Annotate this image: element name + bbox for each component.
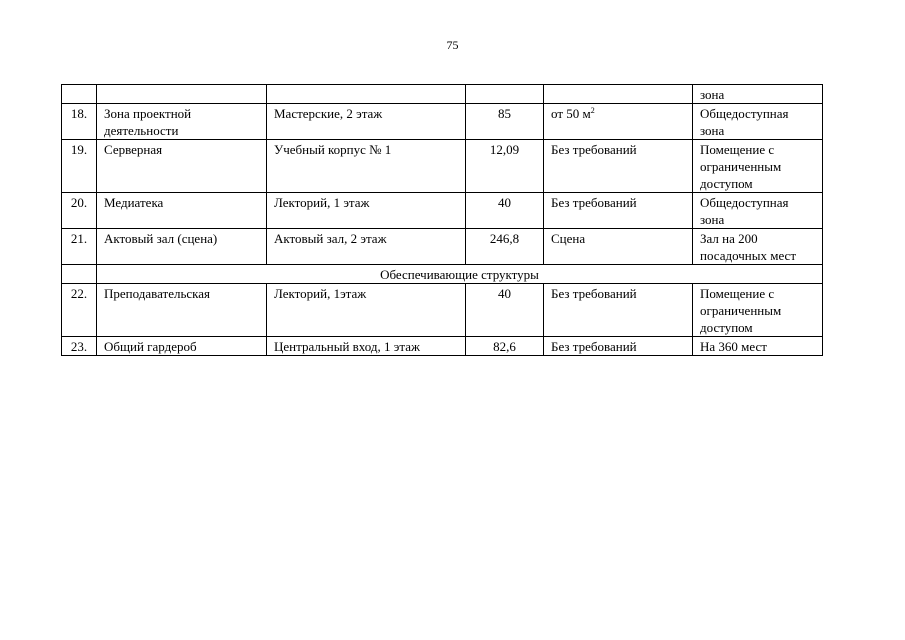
row-number-cell: 22. xyxy=(62,284,97,337)
area-cell: 40 xyxy=(466,284,544,337)
requirement-superscript: 2 xyxy=(590,106,595,115)
requirement-text: от 50 м xyxy=(551,106,591,121)
area-cell: 82,6 xyxy=(466,337,544,356)
requirement-cell xyxy=(544,337,693,356)
room-name-cell: Преподавательская xyxy=(97,284,267,337)
requirement-cell xyxy=(544,140,693,193)
area-cell: 12,09 xyxy=(466,140,544,193)
room-name-cell: Медиатека xyxy=(97,193,267,229)
requirement-cell xyxy=(544,284,693,337)
requirement-cell xyxy=(544,104,693,140)
room-name-cell: Серверная xyxy=(97,140,267,193)
access-cell: Общедоступная зона xyxy=(693,193,823,229)
area-cell xyxy=(466,85,544,104)
requirement-cell xyxy=(544,193,693,229)
table-row xyxy=(62,85,823,104)
location-cell: Лекторий, 1этаж xyxy=(267,284,466,337)
location-cell: Лекторий, 1 этаж xyxy=(267,193,466,229)
area-cell: 85 xyxy=(466,104,544,140)
table-row xyxy=(62,284,823,337)
row-number-cell: 19. xyxy=(62,140,97,193)
access-cell: Помещение с ограниченным доступом xyxy=(693,284,823,337)
location-cell: Учебный корпус № 1 xyxy=(267,140,466,193)
area-cell: 40 xyxy=(466,193,544,229)
row-number-cell: 20. xyxy=(62,193,97,229)
section-title: Обеспечивающие структуры xyxy=(97,265,823,284)
row-number-cell xyxy=(62,265,97,284)
location-cell: Актовый зал, 2 этаж xyxy=(267,229,466,265)
room-name-cell: Общий гардероб xyxy=(97,337,267,356)
room-name-cell: Актовый зал (сцена) xyxy=(97,229,267,265)
table-section-row xyxy=(62,265,823,284)
requirement-cell xyxy=(544,85,693,104)
requirement-text: Без требований xyxy=(551,142,637,157)
row-number-cell xyxy=(62,85,97,104)
location-cell xyxy=(267,85,466,104)
area-cell: 246,8 xyxy=(466,229,544,265)
requirement-text: Без требований xyxy=(551,195,637,210)
table-body xyxy=(62,85,823,356)
location-cell: Мастерские, 2 этаж xyxy=(267,104,466,140)
access-cell: Общедоступная зона xyxy=(693,104,823,140)
table-row xyxy=(62,229,823,265)
access-cell: Помещение с ограниченным доступом xyxy=(693,140,823,193)
row-number-cell: 23. xyxy=(62,337,97,356)
requirement-text: Сцена xyxy=(551,231,586,246)
location-cell: Центральный вход, 1 этаж xyxy=(267,337,466,356)
page-number: 75 xyxy=(446,38,459,52)
table-row xyxy=(62,104,823,140)
access-cell: Зал на 200 посадочных мест xyxy=(693,229,823,265)
access-cell: На 360 мест xyxy=(693,337,823,356)
table-row xyxy=(62,337,823,356)
table-row xyxy=(62,193,823,229)
table-row xyxy=(62,140,823,193)
room-name-cell: Зона проектной деятельности xyxy=(97,104,267,140)
requirement-cell xyxy=(544,229,693,265)
room-name-cell xyxy=(97,85,267,104)
rooms-table xyxy=(61,84,823,356)
requirement-text: Без требований xyxy=(551,286,637,301)
requirement-text: Без требований xyxy=(551,339,637,354)
access-cell: зона xyxy=(693,85,823,104)
row-number-cell: 21. xyxy=(62,229,97,265)
row-number-cell: 18. xyxy=(62,104,97,140)
